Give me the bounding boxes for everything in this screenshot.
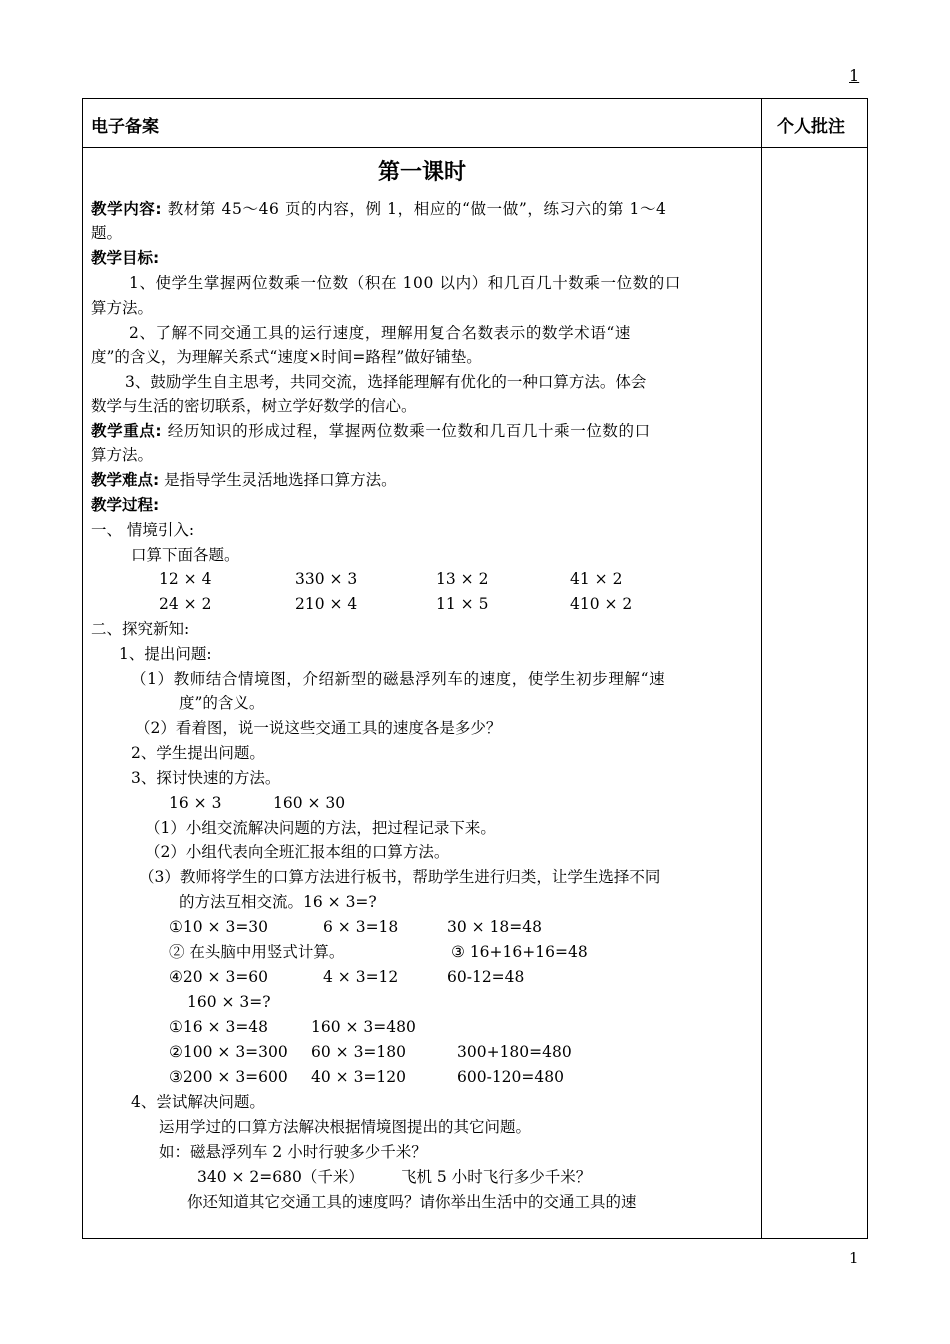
example-16x3: 16 × 3 [169, 794, 222, 812]
exercise-1-1: 12 × 4 [159, 570, 212, 588]
column-divider [761, 99, 762, 1238]
way-2-b: 60 × 3=180 [311, 1043, 406, 1061]
section-1-heading: 一、 情境引入: [91, 521, 195, 539]
header-electronic-plan: 电子备案 [91, 117, 159, 137]
key-point-cont: 算方法。 [91, 446, 154, 464]
exercise-2-4: 410 × 2 [570, 595, 633, 613]
oral-calc-instruction: 口算下面各题。 [131, 546, 240, 564]
exercise-1-4: 41 × 2 [570, 570, 623, 588]
method-4-b: 4 × 3=12 [323, 968, 399, 986]
method-1-b: 6 × 3=18 [323, 918, 399, 936]
difficulty-line [91, 469, 397, 491]
step-1: 1、提出问题: [119, 645, 212, 663]
way-2-c: 300+180=480 [457, 1043, 572, 1061]
goal-1: 1、使学生掌握两位数乘一位数（积在 100 以内）和几百几十数乘一位数的口 [129, 274, 682, 292]
exercise-1-2: 330 × 3 [295, 570, 358, 588]
teaching-content-line [91, 198, 667, 220]
step-3-c-cont: 的方法互相交流。16 × 3=? [179, 893, 377, 911]
exercise-2-2: 210 × 4 [295, 595, 358, 613]
header-divider [83, 147, 867, 148]
step-3-b: （2）小组代表向全班汇报本组的口算方法。 [145, 843, 450, 861]
way-3-b: 40 × 3=120 [311, 1068, 406, 1086]
section-2-heading: 二、探究新知: [91, 620, 190, 638]
exercise-2-3: 11 × 5 [436, 595, 489, 613]
step-1-b: （2）看着图，说一说这些交通工具的速度各是多少？ [135, 719, 502, 737]
difficulty-label: 教学难点: [91, 471, 160, 489]
process-label: 教学过程: [91, 496, 160, 514]
step-4-answer: 340 × 2=680（千米） [197, 1168, 364, 1186]
way-2-a: ②100 × 3=300 [169, 1043, 288, 1061]
exercise-1-3: 13 × 2 [436, 570, 489, 588]
example-160x30: 160 × 30 [273, 794, 346, 812]
method-4-c: 60-12=48 [447, 968, 525, 986]
step-4-extension: 你还知道其它交通工具的速度吗？请你举出生活中的交通工具的速 [187, 1193, 637, 1211]
step-4-example: 如：磁悬浮列车 2 小时行驶多少千米？ [159, 1143, 427, 1161]
key-point-line [91, 420, 651, 442]
step-4: 4、尝试解决问题。 [131, 1093, 265, 1111]
step-4-a: 运用学过的口算方法解决根据情境图提出的其它问题。 [159, 1118, 532, 1136]
step-1-a-cont: 度”的含义。 [179, 694, 265, 712]
way-1-a: ①16 × 3=48 [169, 1018, 269, 1036]
step-4-airplane-question: 飞机 5 小时飞行多少千米？ [401, 1168, 592, 1186]
lesson-title: 第一课时 [377, 160, 466, 185]
difficulty-text: 是指导学生灵活地选择口算方法。 [159, 471, 397, 489]
exercise-2-1: 24 × 2 [159, 595, 212, 613]
way-3-a: ③200 × 3=600 [169, 1068, 288, 1086]
page-number-bottom: 1 [849, 1249, 859, 1267]
method-3: ③ 16+16+16=48 [451, 943, 588, 961]
method-2: ② 在头脑中用竖式计算。 [169, 943, 345, 961]
step-3: 3、探讨快速的方法。 [131, 769, 281, 787]
goal-1-cont: 算方法。 [91, 299, 154, 317]
goal-2-cont: 度”的含义，为理解关系式“速度×时间=路程”做好铺垫。 [91, 348, 482, 366]
key-point-label: 教学重点: [91, 422, 163, 440]
question-160x3: 160 × 3=? [187, 993, 271, 1011]
step-2: 2、学生提出问题。 [131, 744, 265, 762]
method-1-c: 30 × 18=48 [447, 918, 542, 936]
page-number-top: 1 [849, 66, 860, 85]
method-4-a: ④20 × 3=60 [169, 968, 269, 986]
method-1-a: ①10 × 3=30 [169, 918, 269, 936]
goal-3: 3、鼓励学生自主思考，共同交流，选择能理解有优化的一种口算方法。体会 [125, 373, 647, 391]
step-1-a: （1）教师结合情境图，介绍新型的磁悬浮列车的速度，使学生初步理解“速 [131, 670, 666, 688]
key-point-text: 经历知识的形成过程，掌握两位数乘一位数和几百几十乘一位数的口 [162, 422, 651, 440]
teaching-content-label: 教学内容: [91, 200, 163, 218]
teaching-goals-label: 教学目标: [91, 249, 160, 267]
lesson-plan-table [82, 98, 868, 1239]
goal-2: 2、了解不同交通工具的运行速度，理解用复合名数表示的数学术语“速 [129, 324, 631, 342]
step-3-c: （3）教师将学生的口算方法进行板书，帮助学生进行归类，让学生选择不同 [139, 868, 661, 886]
teaching-content-cont: 题。 [91, 224, 123, 242]
header-personal-notes: 个人批注 [777, 117, 845, 137]
way-1-b: 160 × 3=480 [311, 1018, 416, 1036]
way-3-c: 600-120=480 [457, 1068, 564, 1086]
teaching-content-text: 教材第 45～46 页的内容，例 1，相应的“做一做”，练习六的第 1～4 [162, 200, 667, 218]
step-3-a: （1）小组交流解决问题的方法，把过程记录下来。 [145, 819, 496, 837]
goal-3-cont: 数学与生活的密切联系，树立学好数学的信心。 [91, 397, 417, 415]
